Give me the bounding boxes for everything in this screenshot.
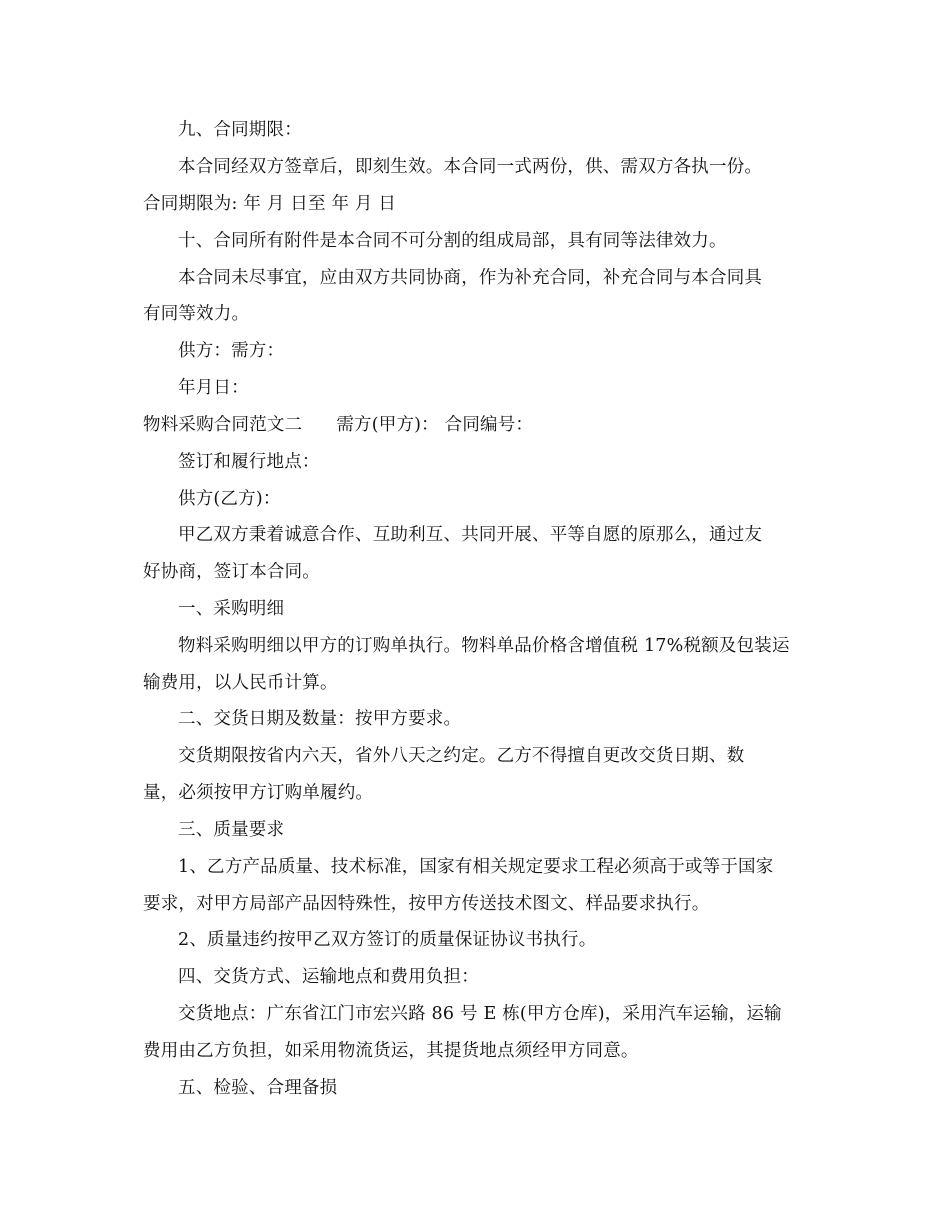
paragraph-line: 甲乙双方秉着诚意合作、互助利互、共同开展、平等自愿的原那么，通过友 xyxy=(178,525,763,545)
paragraph-line: 交货地点：广东省江门市宏兴路 86 号 E 栋(甲方仓库)，采用汽车运输，运输 xyxy=(178,1004,782,1024)
paragraph-line: 有同等效力。 xyxy=(143,304,250,324)
paragraph-line: 量，必须按甲方订购单履约。 xyxy=(143,783,374,803)
signing-location: 签订和履行地点： xyxy=(178,452,320,472)
section-10-heading: 十、合同所有附件是本合同不可分割的组成局部，具有同等法律效力。 xyxy=(178,231,727,251)
buyer-contract-no: 需方(甲方)： 合同编号： xyxy=(336,415,534,435)
paragraph-line: 本合同经双方签章后，即刻生效。本合同一式两份，供、需双方各执一份。 xyxy=(178,157,763,177)
signature-parties: 供方：需方： xyxy=(178,341,285,361)
paragraph-line: 物料采购明细以甲方的订购单执行。物料单品价格含增值税 17%税额及包装运 xyxy=(178,636,790,656)
contract-title: 物料采购合同范文二 xyxy=(143,415,303,435)
paragraph-line: 好协商，签订本合同。 xyxy=(143,562,320,582)
section-4-heading: 四、交货方式、运输地点和费用负担： xyxy=(178,967,479,987)
supplier-label: 供方(乙方)： xyxy=(178,489,281,509)
section-1-heading: 一、采购明细 xyxy=(178,599,285,619)
paragraph-line: 2、质量违约按甲乙双方签订的质量保证协议书执行。 xyxy=(178,930,597,950)
signature-date: 年月日： xyxy=(178,378,249,398)
paragraph-line: 本合同未尽事宜，应由双方共同协商，作为补充合同，补充合同与本合同具 xyxy=(178,268,763,288)
section-2-heading: 二、交货日期及数量：按甲方要求。 xyxy=(178,709,462,729)
paragraph-line: 合同期限为: 年 月 日至 年 月 日 xyxy=(143,194,397,214)
section-9-heading: 九、合同期限： xyxy=(178,120,302,140)
paragraph-line: 费用由乙方负担，如采用物流货运，其提货地点须经甲方同意。 xyxy=(143,1041,639,1061)
paragraph-line: 输费用，以人民币计算。 xyxy=(143,673,338,693)
paragraph-line: 要求，对甲方局部产品因特殊性，按甲方传送技术图文、样品要求执行。 xyxy=(143,894,710,914)
paragraph-line: 交货期限按省内六天，省外八天之约定。乙方不得擅自更改交货日期、数 xyxy=(178,746,745,766)
contract-title-line xyxy=(143,413,813,437)
section-3-heading: 三、质量要求 xyxy=(178,820,285,840)
paragraph-line: 1、乙方产品质量、技术标准，国家有相关规定要求工程必须高于或等于国家 xyxy=(178,857,774,877)
section-5-heading: 五、检验、合理备损 xyxy=(178,1078,338,1098)
